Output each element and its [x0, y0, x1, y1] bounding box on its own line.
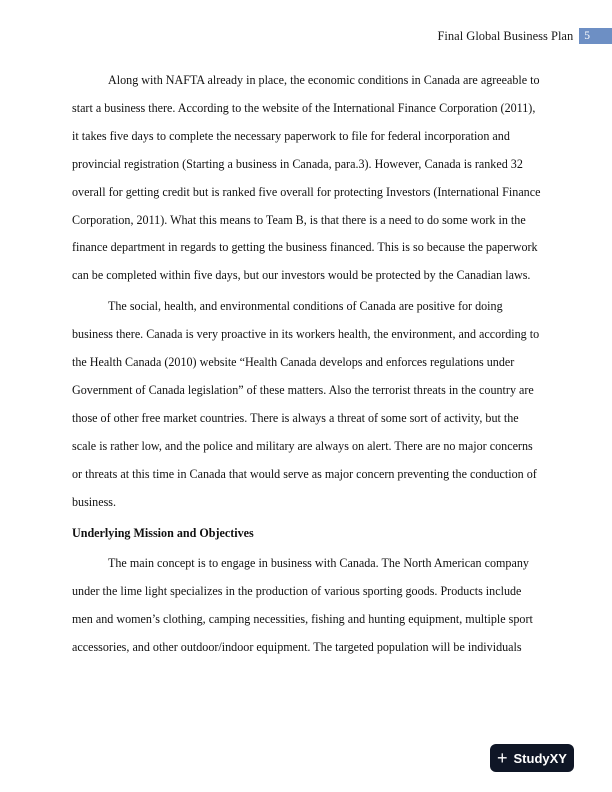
section-heading: Underlying Mission and Objectives	[72, 525, 254, 540]
running-title: Final Global Business Plan	[437, 28, 574, 43]
paragraph-main-concept: The main concept is to engage in business with Canada. The North American company under the lime light specializes in the production of various sporting goods. Products include men and women’s clothing, camping necessities, fishing and hunting equipment, multiple sport accessories, and other outdoor/indoor equipment. The targeted population will be individuals	[72, 556, 533, 655]
running-head	[437, 28, 612, 44]
paragraph-economic-conditions: Along with NAFTA already in place, the economic conditions in Canada are agreeable to start a business there. According to the website of the International Finance Corporation (2011), it takes five days to complete the necessary paperwork to file for federal incorporation and provincial registration (Starting a business in Canada, para.3). However, Canada is ranked 32 overall for getting credit but is ranked five overall for protecting Investors (International Finance Corporation, 2011). What this means to Team B, is that there is a need to do some work in the finance department in regards to getting the business financed. This is so because the paperwork can be completed within five days, but our investors would be protected by the Canadian laws.	[72, 73, 541, 283]
plus-icon: +	[497, 748, 508, 768]
paragraph-social-conditions: The social, health, and environmental conditions of Canada are positive for doing business there. Canada is very proactive in its workers health, the environment, and according to the Health Canada (2010) website “Health Canada develops and enforces regulations under Government of Canada legislation” of these matters. Also the terrorist threats in the country are those of other free market countries. There is always a threat of some sort of activity, but the scale is rather low, and the police and military are always on alert. There are no major concerns or threats at this time in Canada that would serve as major concern preventing the conduction of business.	[72, 299, 540, 509]
page-number: 5	[579, 28, 612, 44]
watermark-text: StudyXY	[513, 750, 567, 766]
body-text	[72, 67, 542, 662]
studyxy-watermark	[490, 744, 574, 772]
